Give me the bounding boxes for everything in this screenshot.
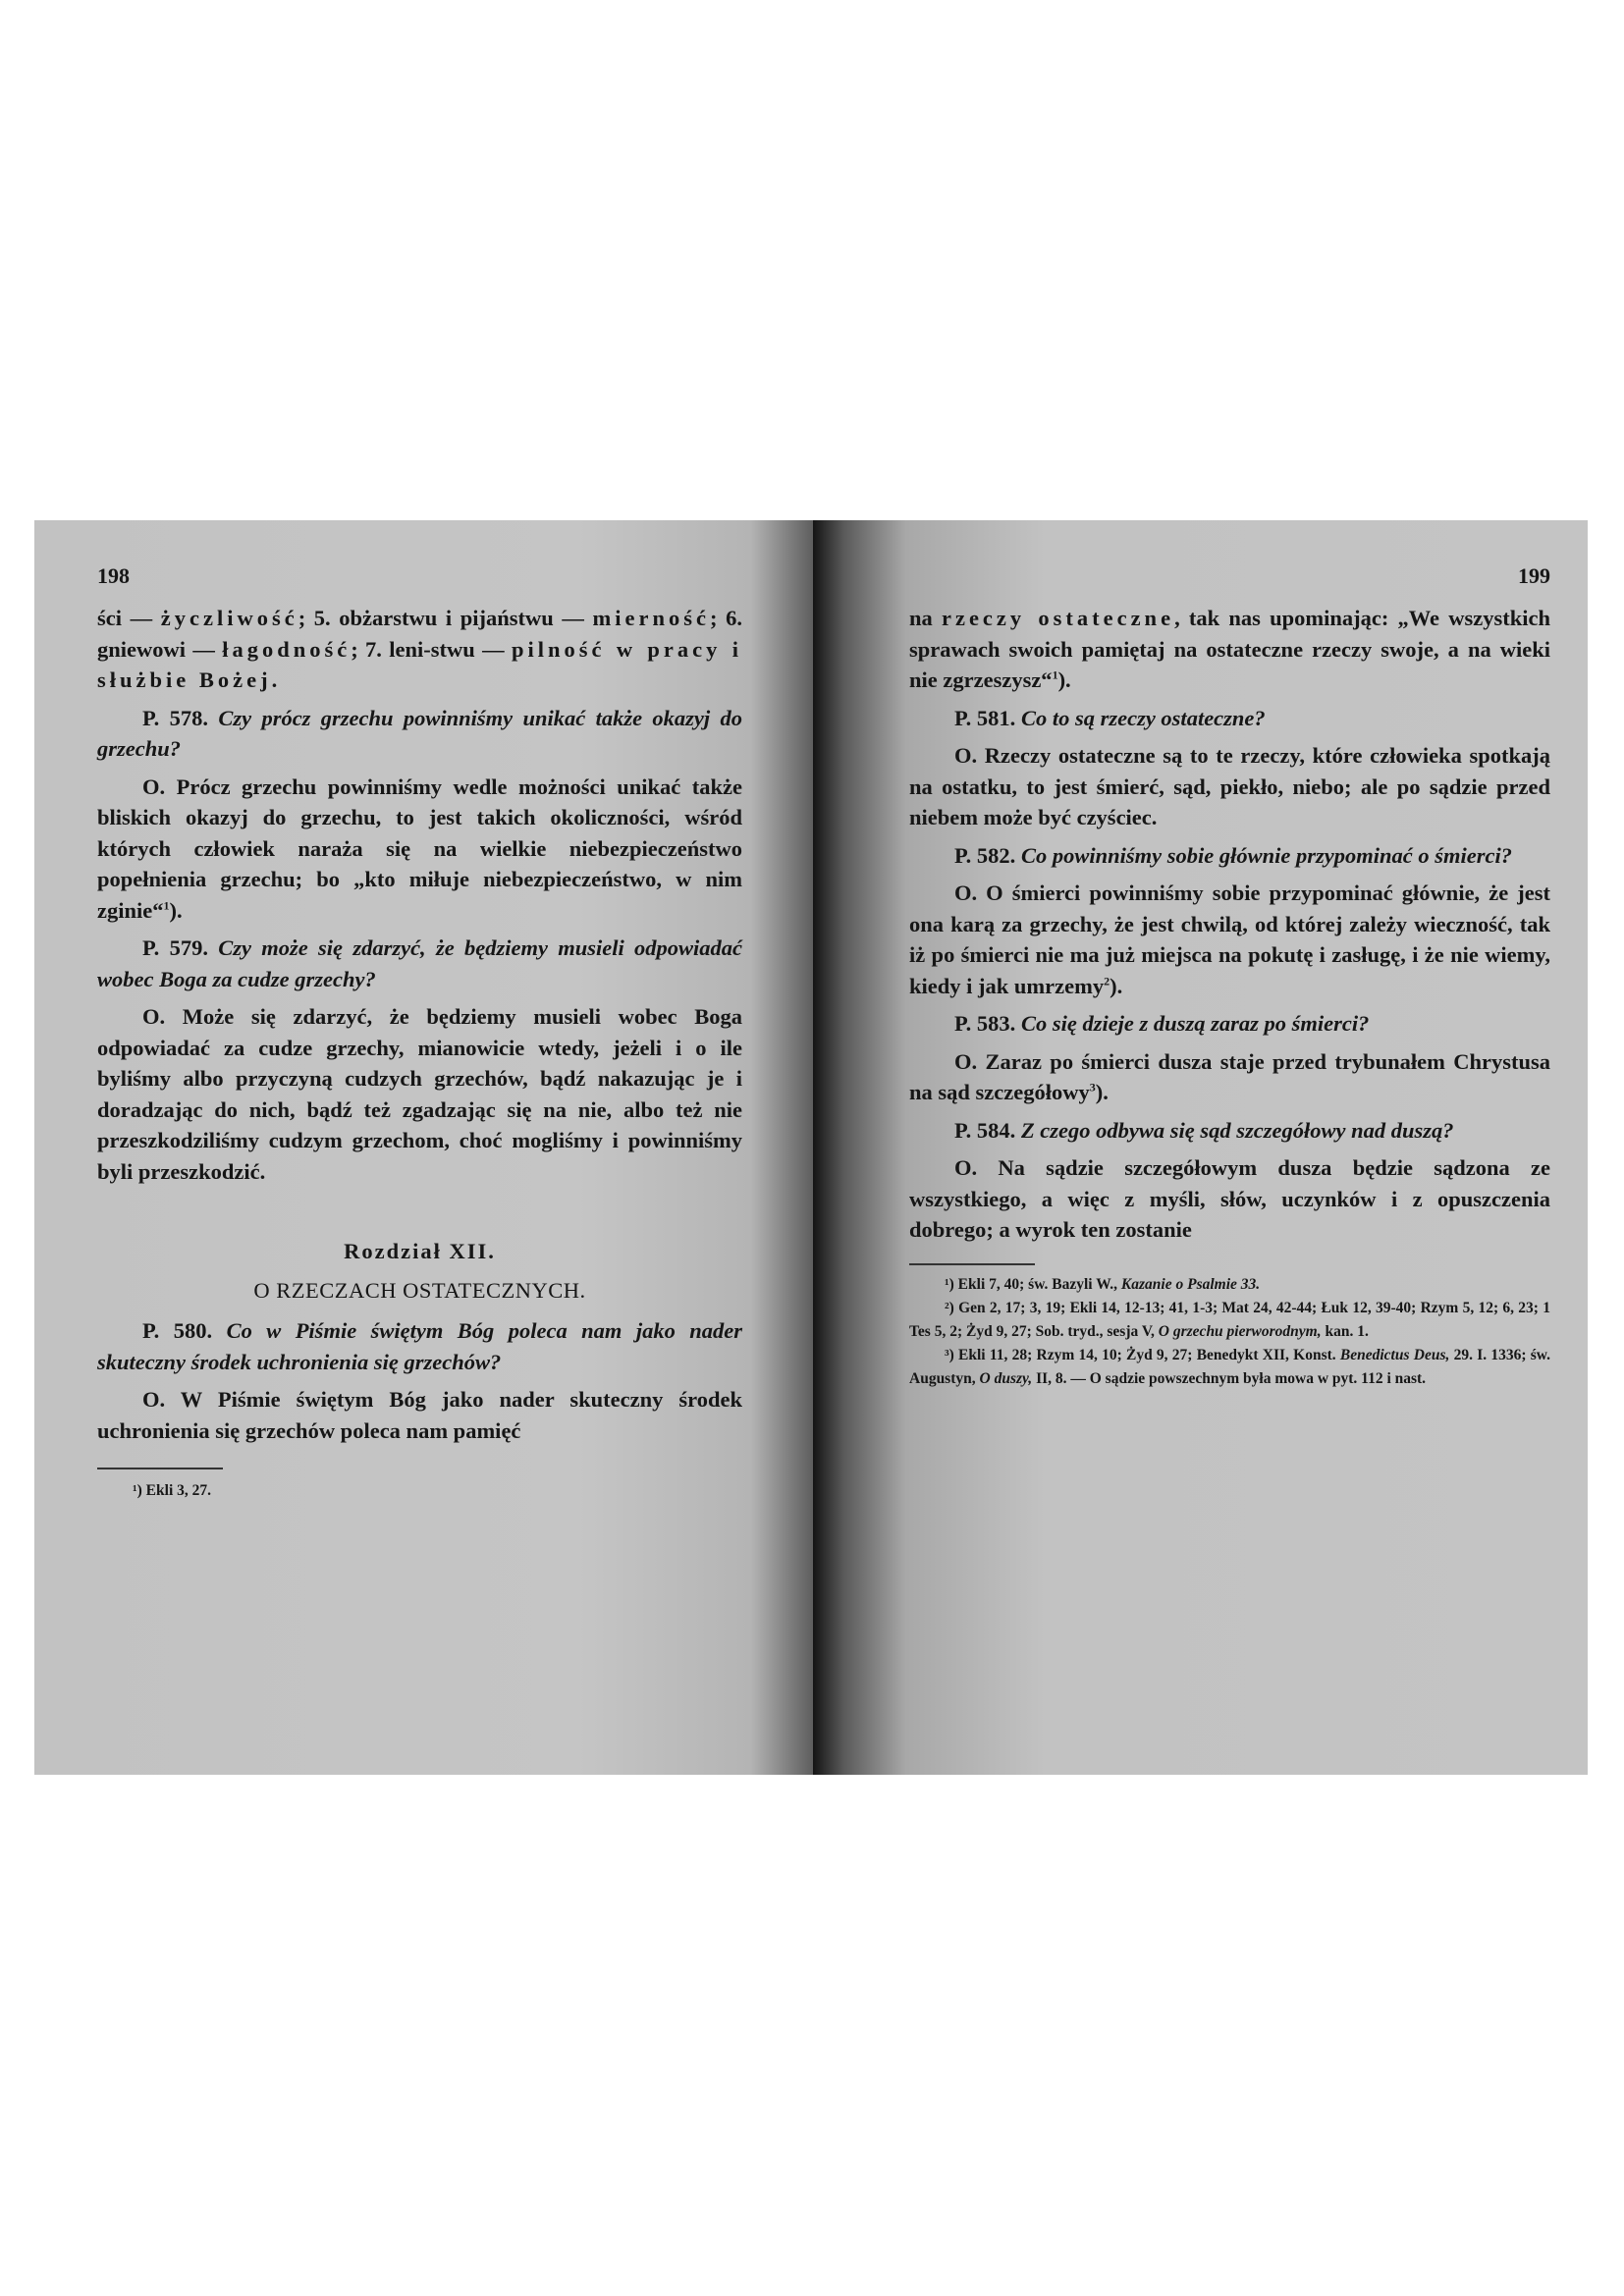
footnote-2: [909, 1297, 1550, 1344]
text-run: ).: [1095, 1080, 1109, 1104]
text-run: ).: [1057, 667, 1071, 692]
text-run: ).: [1110, 973, 1123, 998]
italic-title: Kazanie o Psalmie 33.: [1120, 1275, 1261, 1293]
question-text: Co powinniśmy sobie głównie przypominać o śmierci?: [1020, 842, 1512, 868]
answer-578: [97, 772, 742, 927]
answer-581: O. Rzeczy ostateczne są to te rzeczy, które człowieka spotkają na ostatku, to jest śmierć, sąd, piekło, niebo; ale po sądzie przed niebem może być czyściec.: [909, 743, 1550, 829]
footnote-ref: 1: [163, 898, 170, 912]
continuation-paragraph-right: [909, 603, 1550, 696]
question-text: Co się dzieje z duszą zaraz po śmierci?: [1020, 1011, 1370, 1036]
text-run: stwu —: [430, 636, 512, 662]
italic-title: O duszy,: [979, 1369, 1033, 1387]
text-run: 29. I. 1336; św. Augustyn,: [909, 1346, 1550, 1387]
footnote-1: ¹) Ekli 3, 27.: [133, 1482, 212, 1499]
answer-584: O. Na sądzie szczegółowym dusza będzie sądzona ze wszystkiego, a więc z myśli, słów, uczynków i z opuszczenia dobrego; a wyrok ten zostanie: [909, 1155, 1550, 1242]
text-run: ¹) Ekli 7, 40; św. Bazyli W.,: [945, 1275, 1121, 1293]
page-number-left: 198: [97, 563, 130, 588]
continuation-paragraph-left: [97, 603, 742, 696]
text-run: ²) Gen 2, 17; 3, 19; Ekli 14, 12-13; 41, 1-3; Mat 24, 42-44; Łuk 12, 39-40; Rzym 5, 12; 6, 23; 1 Tes 5, 2; Żyd 9, 27; Sob. tryd., sesja V,: [909, 1299, 1550, 1340]
text-run: ; 5. obżarstwu i pijaństwu —: [298, 606, 593, 630]
answer-582: [909, 878, 1550, 1001]
footnote-3: [909, 1344, 1550, 1391]
chapter-subtitle: O RZECZACH OSTATECZNYCH.: [253, 1277, 586, 1303]
question-text: Co w Piśmie świętym Bóg poleca nam jako nader skuteczny środek uchronienia się grzechów?: [97, 1318, 743, 1374]
question-number: P. 584.: [954, 1117, 1016, 1143]
text-run: ³) Ekli 11, 28; Rzym 14, 10; Żyd 9, 27; Benedykt XII, Konst.: [945, 1346, 1340, 1363]
question-582: [909, 840, 1550, 872]
book-spread: [34, 520, 1588, 1775]
question-number: P. 578.: [142, 705, 209, 730]
question-583: [909, 1008, 1550, 1040]
footnote-divider: [97, 1468, 223, 1469]
question-text: Co to są rzeczy ostateczne?: [1020, 705, 1266, 730]
question-584: [909, 1115, 1550, 1147]
question-581: [909, 703, 1550, 734]
answer-text: O. Prócz grzechu powinniśmy wedle możności unikać także bliskich okazyj do grzechu, to jest takich okoliczności, wśród których człowiek naraża się na wielkie niebezpieczeństwo popełnienia grzechu; bo „kto miłuje niebezpieczeństwo, w nim zginie“: [97, 774, 742, 923]
footnote-divider: [909, 1263, 1035, 1265]
text-run: na: [909, 606, 942, 630]
text-run: ści —: [97, 606, 161, 630]
answer-text: O. O śmierci powinniśmy sobie przypominać głównie, że jest ona karą za grzechy, że jest chwilą, od której zależy wieczność, tak iż po śmierci nie ma już miejsca na pokutę i zasługę, i że nie wiemy, kiedy i jak umrzemy: [909, 881, 1550, 998]
question-number: P. 582.: [954, 842, 1016, 868]
spaced-term: mierność: [592, 606, 711, 630]
footnote-ref: 2: [1104, 974, 1110, 988]
answer-text: O. Zaraz po śmierci dusza staje przed trybunałem Chrystusa na sąd szczegółowy: [909, 1048, 1550, 1104]
italic-title: O grzechu pierworodnym,: [1158, 1322, 1322, 1340]
spaced-term: życzliwość: [160, 606, 298, 630]
left-page: [34, 520, 813, 1775]
spaced-term: pilność w pracy i służbie Bożej.: [97, 636, 742, 692]
question-579: [97, 933, 742, 994]
spaced-term: rzeczy ostateczne: [941, 606, 1175, 630]
answer-579: O. Może się zdarzyć, że będziemy musieli wobec Boga odpowiadać za cudze grzechy, mianowicie wtedy, jeżeli i o ile byliśmy albo przyczyną cudzych grzechów, bądź nakazując je i doradzając do nich, bądź też zgadzając się na nie, albo też nie przeszkodziliśmy cudzym grzechom, choć mogliśmy i powinniśmy byli przeszkodzić.: [97, 1004, 742, 1184]
footnote-1: [909, 1273, 1550, 1297]
footnote-ref: 3: [1089, 1080, 1096, 1095]
right-page: [813, 520, 1588, 1775]
question-580: [97, 1315, 742, 1377]
italic-title: Benedictus Deus,: [1339, 1346, 1450, 1363]
question-578: [97, 703, 742, 765]
spaced-term: łagodność: [222, 636, 352, 662]
answer-580: O. W Piśmie świętym Bóg jako nader skuteczny środek uchronienia się grzechów poleca nam pamięć: [97, 1387, 742, 1443]
question-text: Czy może się zdarzyć, że będziemy musieli odpowiadać wobec Boga za cudze grzechy?: [97, 935, 743, 991]
chapter-title: Rozdział XII.: [344, 1239, 496, 1263]
text-run: , tak nas upominając: „We wszystkich sprawach swoich pamiętaj na ostateczne rzeczy swoje, a na wieki nie zgrzeszysz“: [909, 606, 1550, 692]
question-text: Z czego odbywa się sąd szczegółowy nad duszą?: [1020, 1117, 1454, 1143]
question-number: P. 580.: [142, 1318, 213, 1343]
text-run: ; 6. gniewowi —: [97, 606, 742, 662]
footnote-ref: 1: [1052, 667, 1058, 682]
text-run: ; 7. leni-: [351, 636, 431, 662]
answer-583: [909, 1046, 1550, 1108]
question-number: P. 579.: [142, 935, 208, 960]
text-run: II, 8. — O sądzie powszechnym była mowa w pyt. 112 i nast.: [1032, 1369, 1427, 1387]
text-run: ).: [169, 897, 183, 923]
text-run: kan. 1.: [1321, 1322, 1369, 1340]
question-text: Czy prócz grzechu powinniśmy unikać także okazyj do grzechu?: [97, 705, 742, 761]
question-number: P. 583.: [954, 1011, 1016, 1036]
question-number: P. 581.: [954, 705, 1016, 730]
page-number-right: 199: [1518, 563, 1550, 588]
